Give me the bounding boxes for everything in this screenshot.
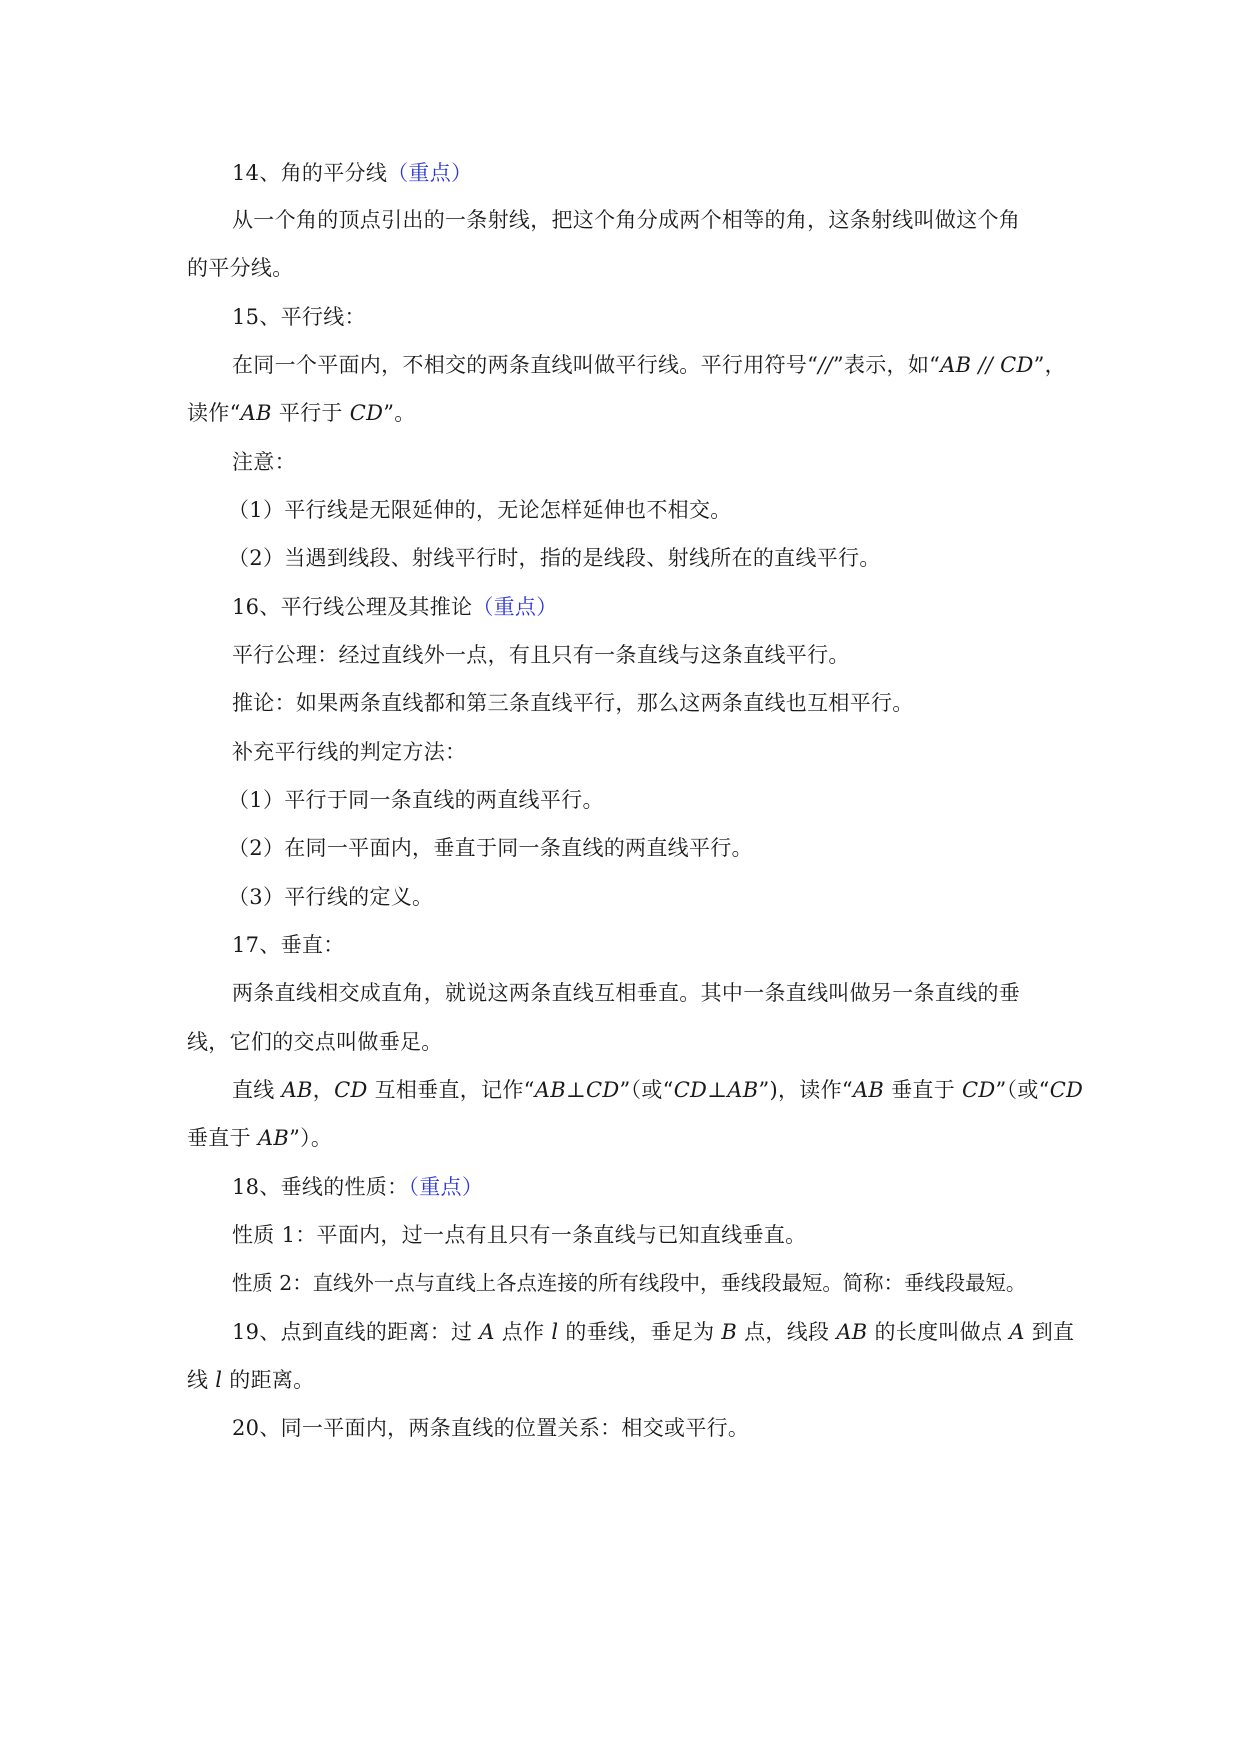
math-var: AB: [534, 1078, 566, 1102]
section-17-heading: 17、垂直：: [232, 933, 345, 957]
section-17-paragraph-line-2: 线，它们的交点叫做垂足。: [187, 1030, 443, 1054]
section-18-heading: [232, 1172, 483, 1202]
text-run: 读作“: [187, 401, 241, 425]
text-run: ”，: [1033, 353, 1066, 377]
section-15-note-label: 注意：: [232, 450, 296, 474]
text-run: ”（或“: [995, 1078, 1050, 1102]
perpendicular-symbol: ⊥: [707, 1078, 728, 1102]
text-run: 垂直于: [187, 1126, 258, 1150]
math-var: l: [551, 1320, 559, 1344]
section-18-property-2: 性质 2：直线外一点与直线上各点连接的所有线段中，垂线段最短。简称：垂线段最短。: [232, 1271, 1027, 1295]
text-run: ”。: [383, 401, 416, 425]
section-16-method-3: （3）平行线的定义。: [228, 885, 434, 909]
math-var: AB: [240, 401, 272, 425]
math-var: B: [721, 1320, 738, 1344]
text-run: ，: [312, 1078, 335, 1102]
math-var: CD: [1000, 353, 1034, 377]
section-16-corollary: 推论：如果两条直线都和第三条直线平行，那么这两条直线也互相平行。: [232, 691, 914, 715]
math-var: AB: [852, 1078, 885, 1102]
text-run: 点，线段: [737, 1320, 837, 1344]
text-run: 的垂线，垂足为: [558, 1320, 722, 1344]
text-run: ”)，读作“: [758, 1078, 853, 1102]
math-var: AB: [940, 353, 972, 377]
math-var: A: [1009, 1320, 1025, 1344]
section-17-notation-line-2: [187, 1123, 332, 1153]
section-16-method-1: （1）平行于同一条直线的两直线平行。: [228, 788, 604, 812]
heading-text: 14、角的平分线: [232, 161, 388, 185]
section-16-supplement-label: 补充平行线的判定方法：: [232, 740, 467, 764]
math-var: AB: [727, 1078, 759, 1102]
section-14-paragraph-line-1: 从一个角的顶点引出的一条射线，把这个角分成两个相等的角，这条射线叫做这个角: [232, 208, 1021, 232]
math-var: CD: [1049, 1078, 1084, 1102]
text-run: ”（或“: [619, 1078, 674, 1102]
math-var: AB: [836, 1320, 868, 1344]
section-17-paragraph-line-1: 两条直线相交成直角，就说这两条直线互相垂直。其中一条直线叫做另一条直线的垂: [232, 981, 1021, 1005]
text-run: 的长度叫做点: [867, 1320, 1010, 1344]
section-15-note-2: （2）当遇到线段、射线平行时，指的是线段、射线所在的直线平行。: [228, 546, 881, 570]
text-run: 垂直于: [884, 1078, 962, 1102]
key-point-tag: （重点）: [408, 1175, 484, 1199]
parallel-symbol: //: [818, 353, 833, 377]
section-15-heading: 15、平行线：: [232, 305, 366, 329]
section-18-property-1: 性质 1：平面内，过一点有且只有一条直线与已知直线垂直。: [232, 1223, 807, 1247]
math-var: AB: [281, 1078, 313, 1102]
math-var: CD: [673, 1078, 708, 1102]
text-run: 互相垂直，记作“: [367, 1078, 535, 1102]
text-run: 19、点到直线的距离：过: [232, 1320, 480, 1344]
text-run: 的距离。: [222, 1368, 315, 1392]
key-point-tag: （重点）: [387, 161, 473, 185]
math-var: CD: [962, 1078, 996, 1102]
text-run: 到直: [1024, 1320, 1075, 1344]
section-15-paragraph-line-1: [232, 350, 1066, 380]
text-run: 线: [187, 1368, 216, 1392]
math-var: AB: [257, 1126, 290, 1150]
heading-text: 18、垂线的性质：: [232, 1175, 409, 1199]
text-run: 在同一个平面内，不相交的两条直线叫做平行线。平行用符号“: [232, 353, 819, 377]
section-16-heading: [232, 592, 558, 622]
perpendicular-symbol: ⊥: [565, 1078, 586, 1102]
math-var: A: [479, 1320, 495, 1344]
parallel-symbol: //: [971, 353, 1001, 377]
section-15-paragraph-line-2: [187, 398, 416, 428]
heading-text: 16、平行线公理及其推论: [232, 595, 473, 619]
math-var: CD: [586, 1078, 620, 1102]
section-15-note-1: （1）平行线是无限延伸的，无论怎样延伸也不相交。: [228, 498, 732, 522]
section-19-line-1: [232, 1317, 1074, 1347]
section-16-method-2: （2）在同一平面内，垂直于同一条直线的两直线平行。: [228, 836, 753, 860]
section-19-line-2: [187, 1365, 315, 1395]
text-run: 直线: [232, 1078, 282, 1102]
text-run: 点作: [494, 1320, 552, 1344]
text-run: ”表示，如“: [832, 353, 941, 377]
section-17-notation-line-1: [232, 1075, 1083, 1105]
key-point-tag: （重点）: [472, 595, 558, 619]
math-var: l: [215, 1368, 223, 1392]
math-var: CD: [349, 401, 384, 425]
section-14-heading: [232, 158, 472, 188]
text-run: 平行于: [271, 401, 350, 425]
text-run: ”）。: [289, 1126, 333, 1150]
math-var: CD: [334, 1078, 368, 1102]
section-16-axiom: 平行公理：经过直线外一点，有且只有一条直线与这条直线平行。: [232, 643, 850, 667]
section-14-paragraph-line-2: 的平分线。: [187, 256, 294, 280]
section-20-line: 20、同一平面内，两条直线的位置关系：相交或平行。: [232, 1416, 750, 1440]
